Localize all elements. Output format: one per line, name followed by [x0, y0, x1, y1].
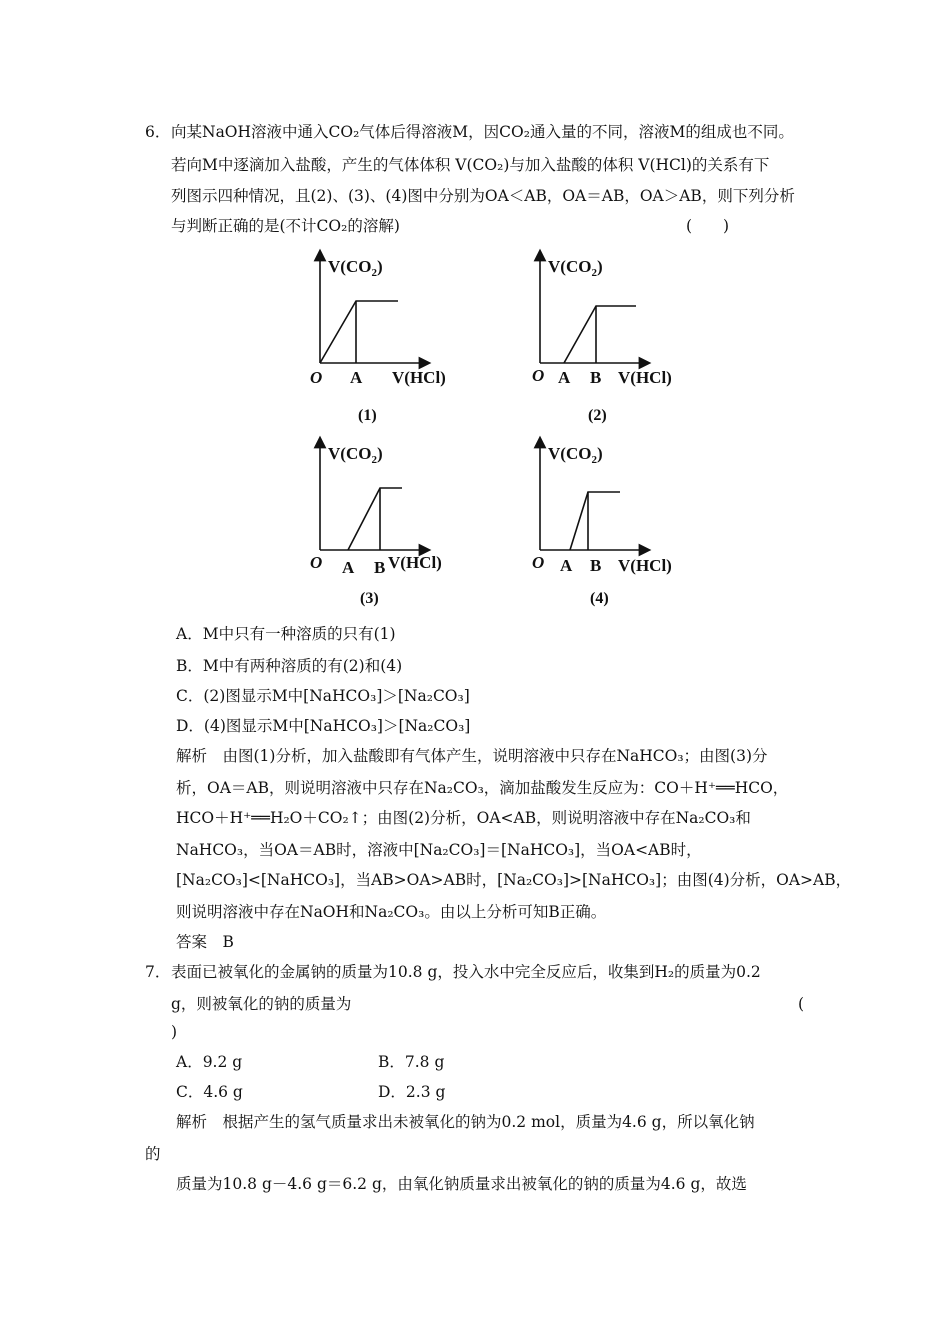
graph-2-xlabel: V(HCl) [618, 368, 672, 387]
graph-2-point-a: A [558, 368, 571, 387]
graph-1-xlabel: V(HCl) [392, 368, 446, 387]
question-6-line-3: 列图示四种情况，且(2)、(3)、(4)图中分别为OA＜AB，OA＝AB，OA＞AB，则下列分析 [171, 187, 795, 205]
graph-4 [520, 437, 680, 621]
q6-option-d: D．(4)图显示M中[NaHCO₃]＞[Na₂CO₃] [176, 717, 471, 735]
graph-4-ylabel: $V(CO_2)$ [548, 444, 603, 466]
q7-option-b: B．7.8 g [378, 1053, 445, 1071]
graph-4-origin: O [532, 553, 545, 572]
q6-analysis-line-5: [Na₂CO₃]<[NaHCO₃]，当AB>OA>AB时，[Na₂CO₃]>[NaHCO₃]；由图(4)分析，OA>AB， [176, 871, 852, 889]
graph-4-point-a: A [560, 556, 573, 575]
graph-1-curve [320, 301, 398, 363]
question-7-bracket-open: ( [798, 995, 805, 1013]
graph-1-point-a: A [350, 368, 363, 387]
graph-3-svg [300, 437, 460, 617]
graph-2 [520, 250, 680, 434]
graph-3-ylabel: $V(CO_2)$ [328, 444, 383, 466]
question-7-bracket-close: ) [171, 1023, 178, 1041]
question-6-number: 6． [145, 123, 171, 141]
graph-3-curve [348, 488, 402, 550]
question-6-line-2: 若向M中逐滴加入盐酸，产生的气体体积 V(CO₂)与加入盐酸的体积 V(HCl)的关系有下 [171, 156, 770, 174]
graph-1 [300, 250, 460, 434]
graph-4-curve [570, 492, 620, 550]
graph-3-point-b: B [374, 558, 386, 577]
question-7-line-2: g，则被氧化的钠的质量为 [171, 995, 352, 1013]
graph-3-caption: (3) [360, 590, 379, 607]
q7-analysis-line-1: 解析 根据产生的氢气质量求出未被氧化的钠为0.2 mol，质量为4.6 g，所以氧化钠 [176, 1113, 755, 1131]
graph-1-svg [300, 250, 460, 430]
q7-analysis-line-2: 的 [145, 1145, 161, 1163]
graph-4-xlabel: V(HCl) [618, 556, 672, 575]
graph-1-ylabel: $V(CO_2)$ [328, 257, 383, 279]
graph-1-origin: O [310, 368, 323, 387]
question-6-answer-bracket: ( ) [686, 217, 730, 235]
q6-analysis-line-2: 析，OA＝AB，则说明溶液中只存在Na₂CO₃，滴加盐酸发生反应为：CO＋H⁺══HCO， [176, 779, 789, 797]
q6-analysis-line-3: HCO＋H⁺══H₂O＋CO₂↑；由图(2)分析，OA<AB，则说明溶液中存在Na₂CO₃和 [176, 809, 751, 827]
graph-2-caption: (2) [588, 407, 607, 424]
q7-option-d: D．2.3 g [378, 1083, 446, 1101]
graph-1-caption: (1) [358, 407, 377, 424]
q6-analysis-line-6: 则说明溶液中存在NaOH和Na₂CO₃。由以上分析可知B正确。 [176, 903, 607, 921]
graph-2-svg [520, 250, 680, 430]
graph-4-svg [520, 437, 680, 617]
q6-option-a: A．M中只有一种溶质的只有(1) [176, 625, 396, 643]
graph-4-caption: (4) [590, 590, 609, 607]
q7-option-a: A．9.2 g [176, 1053, 243, 1071]
graph-2-point-b: B [590, 368, 602, 387]
graph-3 [300, 437, 460, 621]
question-6-line-1: 向某NaOH溶液中通入CO₂气体后得溶液M，因CO₂通入量的不同，溶液M的组成也不同。 [171, 123, 794, 141]
q6-analysis-line-1: 解析 由图(1)分析，加入盐酸即有气体产生，说明溶液中只存在NaHCO₃；由图(3)分 [176, 747, 768, 765]
graph-3-origin: O [310, 553, 323, 572]
graph-2-curve [564, 306, 636, 363]
question-7-number: 7． [145, 963, 171, 981]
q6-option-c: C．(2)图显示M中[NaHCO₃]＞[Na₂CO₃] [176, 687, 470, 705]
question-6-line-4: 与判断正确的是(不计CO₂的溶解) [171, 217, 400, 235]
graph-3-xlabel: V(HCl) [388, 553, 442, 572]
graph-3-point-a: A [342, 558, 355, 577]
graph-2-ylabel: $V(CO_2)$ [548, 257, 603, 279]
graph-4-point-b: B [590, 556, 602, 575]
graph-2-origin: O [532, 366, 545, 385]
q7-analysis-line-3: 质量为10.8 g－4.6 g＝6.2 g，由氧化钠质量求出被氧化的钠的质量为4.6 g，故选 [176, 1175, 747, 1193]
q7-option-c: C．4.6 g [176, 1083, 243, 1101]
q6-answer: 答案 B [176, 933, 234, 951]
question-7-line-1: 表面已被氧化的金属钠的质量为10.8 g，投入水中完全反应后，收集到H₂的质量为0.2 [171, 963, 761, 981]
q6-analysis-line-4: NaHCO₃，当OA＝AB时，溶液中[Na₂CO₃]＝[NaHCO₃]，当OA<AB时， [176, 841, 702, 859]
q6-option-b: B．M中有两种溶质的有(2)和(4) [176, 657, 403, 675]
